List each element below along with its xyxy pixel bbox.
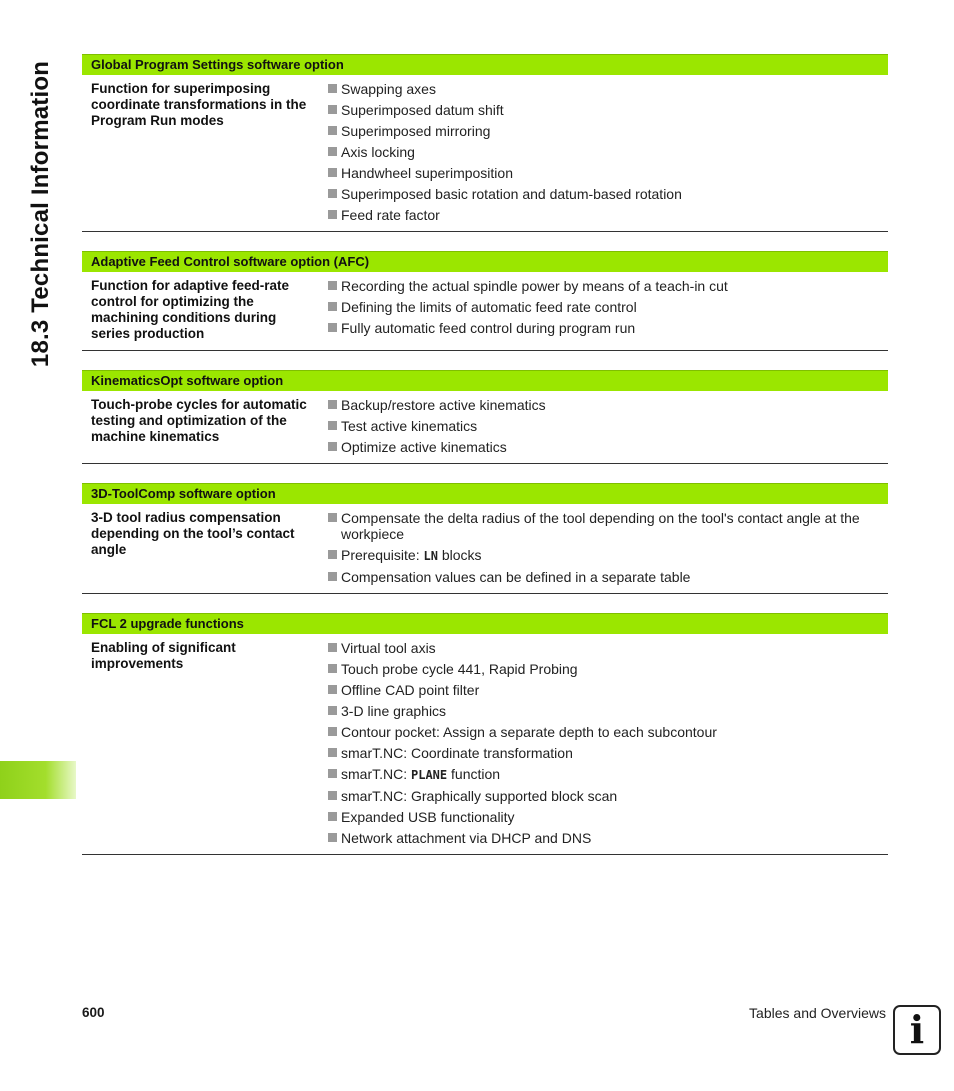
list-item-text: Compensation values can be defined in a separate table: [341, 569, 691, 585]
square-bullet-icon: [328, 84, 337, 93]
function-label: Function for superimposing coordinate transformations in the Program Run modes: [91, 81, 307, 128]
list-item: [328, 278, 876, 294]
function-label: 3-D tool radius compensation depending on the tool’s contact angle: [91, 510, 295, 557]
chapter-side-title: [28, 54, 54, 374]
list-item-text: Offline CAD point filter: [341, 682, 480, 698]
list-item: [328, 299, 876, 315]
list-item-text: Recording the actual spindle power by means of a teach-in cut: [341, 278, 728, 294]
square-bullet-icon: [328, 400, 337, 409]
list-item-text: Swapping axes: [341, 81, 436, 97]
list-item-text: Touch probe cycle 441, Rapid Probing: [341, 661, 578, 677]
list-item: [328, 320, 876, 336]
list-item: [328, 186, 876, 202]
list-item: [328, 569, 876, 585]
list-item: [328, 661, 876, 677]
square-bullet-icon: [328, 147, 337, 156]
list-item-text: [341, 766, 500, 783]
square-bullet-icon: [328, 748, 337, 757]
chapter-tab-marker: [0, 761, 76, 799]
square-bullet-icon: [328, 513, 337, 522]
list-item-text: Superimposed datum shift: [341, 102, 504, 118]
function-label: Function for adaptive feed-rate control for optimizing the machining conditions during series production: [91, 278, 290, 341]
list-item-text-post: function: [447, 766, 501, 782]
feature-list: [319, 81, 888, 223]
info-icon-glyph: i: [909, 1007, 925, 1052]
square-bullet-icon: [328, 791, 337, 800]
list-item: [328, 745, 876, 761]
feature-list: [319, 640, 888, 846]
section-body: [82, 272, 888, 351]
list-item: [328, 724, 876, 740]
code-keyword: LN: [423, 549, 438, 563]
section-body: [82, 634, 888, 855]
square-bullet-icon: [328, 281, 337, 290]
list-item-text-post: blocks: [437, 547, 482, 563]
list-item-text: Backup/restore active kinematics: [341, 397, 546, 413]
square-bullet-icon: [328, 706, 337, 715]
square-bullet-icon: [328, 442, 337, 451]
list-item-text: Feed rate factor: [341, 207, 440, 223]
list-item: [328, 766, 876, 783]
list-item-text: Superimposed mirroring: [341, 123, 491, 139]
feature-list: [319, 278, 888, 342]
list-item-text: Optimize active kinematics: [341, 439, 507, 455]
list-item: [328, 809, 876, 825]
option-section: [82, 613, 888, 855]
section-header: Global Program Settings software option: [82, 54, 888, 75]
list-item-text: Compensate the delta radius of the tool depending on the tool's contact angle at the workpiece: [341, 510, 860, 542]
list-item: [328, 144, 876, 160]
code-keyword: PLANE: [411, 768, 448, 782]
list-item: [328, 682, 876, 698]
option-section: [82, 483, 888, 594]
list-item-text: Test active kinematics: [341, 418, 478, 434]
list-item-text-pre: Prerequisite:: [341, 547, 424, 563]
option-section: [82, 370, 888, 464]
list-item: [328, 640, 876, 656]
square-bullet-icon: [328, 189, 337, 198]
list-item-text: [341, 547, 482, 564]
feature-list: [319, 510, 888, 585]
square-bullet-icon: [328, 105, 337, 114]
section-body: [82, 75, 888, 232]
list-item: [328, 830, 876, 846]
list-item: [328, 418, 876, 434]
square-bullet-icon: [328, 210, 337, 219]
function-label: Touch-probe cycles for automatic testing and optimization of the machine kinematics: [91, 397, 307, 444]
square-bullet-icon: [328, 168, 337, 177]
page-number: 600: [82, 1005, 105, 1020]
list-item-text: Superimposed basic rotation and datum-based rotation: [341, 186, 682, 202]
square-bullet-icon: [328, 769, 337, 778]
function-label: Enabling of significant improvements: [91, 640, 236, 671]
feature-list: [319, 397, 888, 455]
info-icon[interactable]: [893, 1005, 941, 1055]
list-item: [328, 703, 876, 719]
section-header: 3D-ToolComp software option: [82, 483, 888, 504]
list-item-text: 3-D line graphics: [341, 703, 447, 719]
list-item: [328, 397, 876, 413]
square-bullet-icon: [328, 126, 337, 135]
square-bullet-icon: [328, 812, 337, 821]
option-section: [82, 54, 888, 232]
section-header: FCL 2 upgrade functions: [82, 613, 888, 634]
options-table: [82, 54, 888, 874]
square-bullet-icon: [328, 685, 337, 694]
square-bullet-icon: [328, 302, 337, 311]
option-section: [82, 251, 888, 351]
square-bullet-icon: [328, 323, 337, 332]
list-item-text: Axis locking: [341, 144, 415, 160]
list-item-text: Defining the limits of automatic feed rate control: [341, 299, 637, 315]
list-item: [328, 547, 876, 564]
square-bullet-icon: [328, 643, 337, 652]
list-item: [328, 510, 876, 542]
list-item-text: Handwheel superimposition: [341, 165, 513, 181]
list-item-text: smarT.NC: Graphically supported block scan: [341, 788, 618, 804]
list-item: [328, 81, 876, 97]
list-item-text: Fully automatic feed control during program run: [341, 320, 636, 336]
square-bullet-icon: [328, 550, 337, 559]
list-item: [328, 165, 876, 181]
square-bullet-icon: [328, 572, 337, 581]
section-header: Adaptive Feed Control software option (AFC): [82, 251, 888, 272]
section-body: [82, 504, 888, 594]
section-header: KinematicsOpt software option: [82, 370, 888, 391]
chapter-side-title-text: 18.3 Technical Information: [27, 60, 55, 368]
section-body: [82, 391, 888, 464]
list-item-text: Network attachment via DHCP and DNS: [341, 830, 592, 846]
list-item: [328, 439, 876, 455]
list-item-text-pre: smarT.NC:: [341, 766, 411, 782]
list-item-text: Virtual tool axis: [341, 640, 436, 656]
list-item: [328, 207, 876, 223]
list-item-text: smarT.NC: Coordinate transformation: [341, 745, 573, 761]
list-item-text: Contour pocket: Assign a separate depth to each subcontour: [341, 724, 717, 740]
list-item: [328, 788, 876, 804]
square-bullet-icon: [328, 664, 337, 673]
list-item: [328, 123, 876, 139]
chapter-title: Tables and Overviews: [749, 1005, 886, 1021]
list-item-text: Expanded USB functionality: [341, 809, 515, 825]
square-bullet-icon: [328, 421, 337, 430]
list-item: [328, 102, 876, 118]
square-bullet-icon: [328, 833, 337, 842]
square-bullet-icon: [328, 727, 337, 736]
